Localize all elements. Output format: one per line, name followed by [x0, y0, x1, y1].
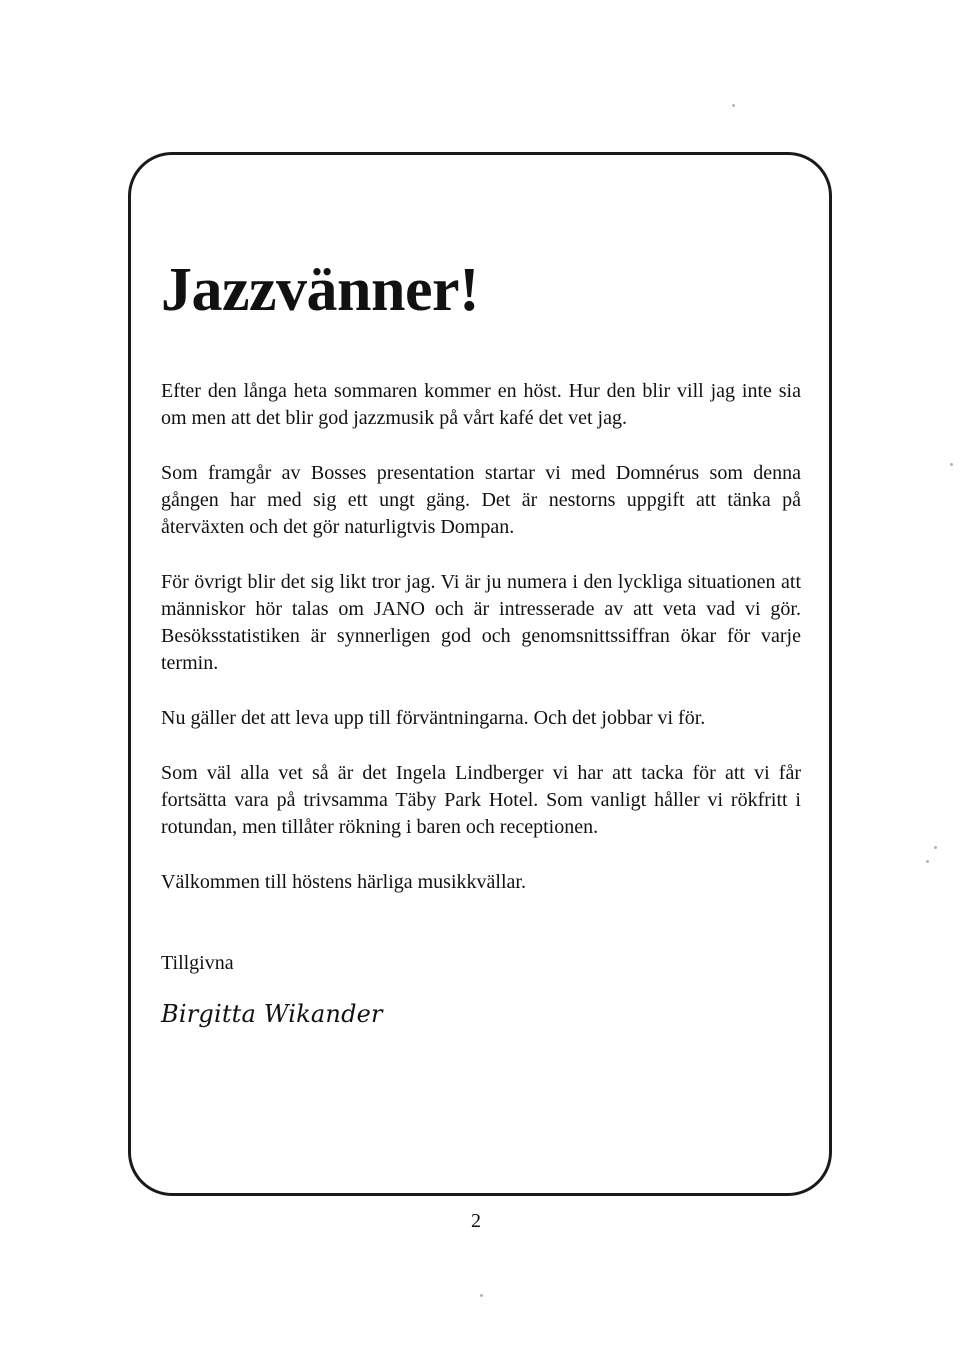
- scan-speck: [934, 846, 937, 849]
- paragraph-statistics: För övrigt blir det sig likt tror jag. Vi är ju numera i den lyckliga situationen att människor hör talas om JANO och är intresserade av att veta vad vi gör. Besöksstatistiken är synnerligen god och genomsnittssiffran ökar för varje termin.: [161, 571, 801, 674]
- paragraph-program: Som framgår av Bosses presentation startar vi med Domnérus som denna gången har med sig ett ungt gäng. Det är nestorns uppgift att tänka på återväxten och det gör naturligtvis Dompan.: [161, 462, 801, 538]
- paragraph-intro: Efter den långa heta sommaren kommer en höst. Hur den blir vill jag inte sia om men att det blir god jazzmusik på vårt kafé det vet jag.: [161, 380, 801, 429]
- paragraph-venue: Som väl alla vet så är det Ingela Lindberger vi har att tacka för att vi får fortsätta vara på trivsamma Täby Park Hotel. Som vanligt håller vi rökfritt i rotundan, men tillåter rökning i baren och receptionen.: [161, 762, 801, 838]
- scan-speck: [480, 1294, 483, 1297]
- page-number: 2: [471, 1210, 481, 1232]
- paragraph-expectations: Nu gäller det att leva upp till förväntningarna. Och det jobbar vi för.: [161, 707, 706, 729]
- letter-body: [161, 378, 801, 924]
- scan-speck: [926, 860, 929, 863]
- signature: Birgitta Wikander: [161, 1000, 383, 1028]
- scan-speck: [950, 463, 953, 466]
- paragraph-welcome: Välkommen till höstens härliga musikkvällar.: [161, 871, 526, 893]
- closing-greeting: Tillgivna: [161, 952, 234, 974]
- letter-title: Jazzvänner!: [161, 256, 480, 324]
- scan-speck: [732, 104, 735, 107]
